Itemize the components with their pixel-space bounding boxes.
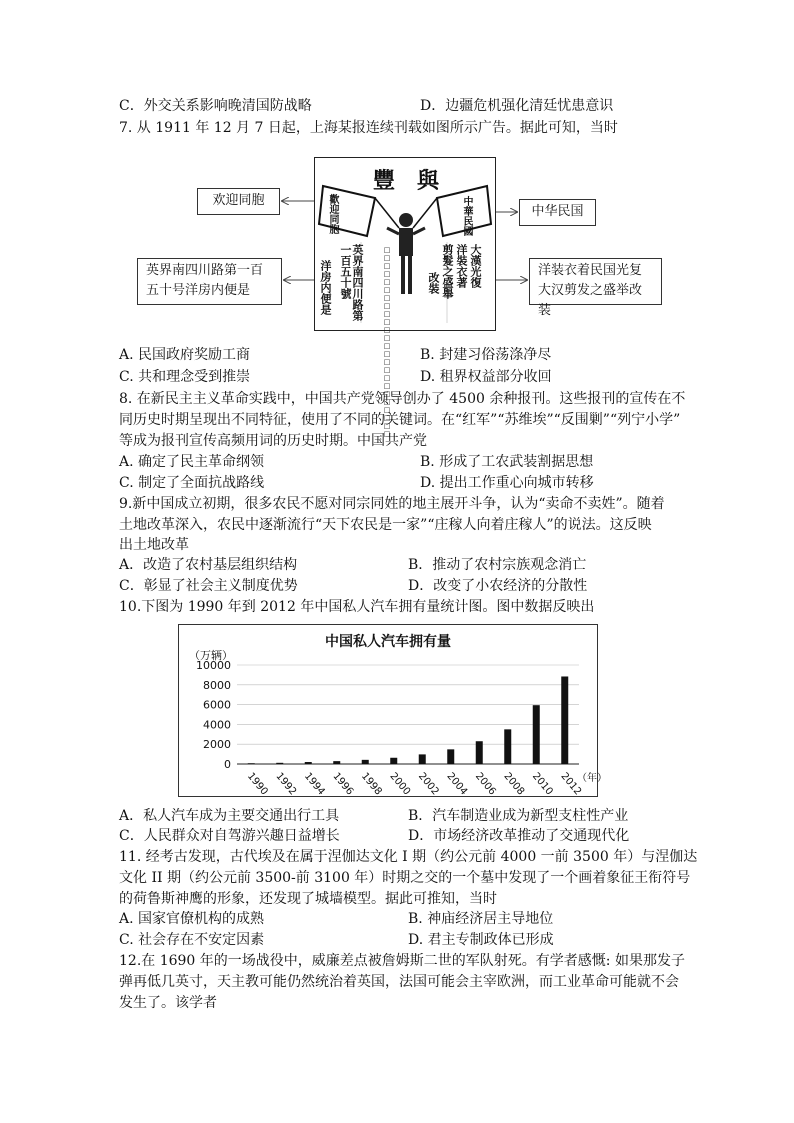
- callout-roc: 中华民国: [519, 199, 596, 226]
- chart-y-unit: （万辆）: [189, 649, 233, 662]
- car-ownership-chart: [178, 624, 607, 798]
- ad-text-guangfu: 大漢光復: [469, 244, 482, 288]
- x-axis-unit: （年）: [577, 773, 607, 784]
- x-tick-label: 1992: [273, 770, 299, 798]
- callout-dress: 洋装衣着民国光复大汉剪发之盛举改装: [529, 258, 662, 305]
- q10-option-b: B．汽车制造业成为新型支柱性产业: [408, 808, 629, 824]
- ad-title: 豐 與: [373, 168, 440, 194]
- q9-option-b: B．推动了农村宗族观念消亡: [408, 557, 587, 573]
- ad-text-jianfa: 剪髮之盛舉: [441, 244, 454, 299]
- q9-option-c: C．彰显了社会主义制度优势: [119, 578, 298, 594]
- q12-stem-2: 弹再低几英寸，天主教可能仍然统治着英国，法国可能会主宰欧洲，而工业革命可能就不会: [119, 974, 679, 990]
- q7-option-b: B. 封建习俗荡涤净尽: [420, 347, 552, 363]
- bar: [533, 705, 540, 764]
- bar: [248, 763, 255, 764]
- q8-option-d: D. 提出工作重心向城市转移: [420, 475, 594, 491]
- q10-option-a: A．私人汽车成为主要交通出行工具: [119, 808, 340, 824]
- bar: [362, 760, 369, 764]
- y-tick-label: 4000: [203, 718, 231, 732]
- y-tick-label: 2000: [203, 738, 231, 752]
- q10-stem: 10.下图为 1990 年到 2012 年中国私人汽车拥有量统计图。图中数据反映出: [119, 599, 595, 615]
- q8-option-c: C. 制定了全面抗战路线: [119, 475, 265, 491]
- x-tick-label: 2004: [444, 770, 470, 798]
- bar: [476, 741, 483, 764]
- q11-option-a: A. 国家官僚机构的成熟: [119, 911, 265, 927]
- q8-option-b: B. 形成了工农武装割据思想: [420, 454, 594, 470]
- q7-option-c: C. 共和理念受到推崇: [119, 369, 251, 385]
- bar: [390, 758, 397, 764]
- chart-plot: [179, 625, 607, 798]
- q10-option-c: C．人民群众对自驾游兴趣日益增长: [119, 828, 340, 844]
- q8-stem-3: 等成为报刊宣传高频用词的历史时期。中国共产党: [119, 433, 427, 449]
- q11-option-b: B. 神庙经济居主导地位: [408, 911, 554, 927]
- q7-option-d: D. 租界权益部分收回: [420, 369, 552, 385]
- x-tick-label: 1996: [330, 770, 356, 798]
- bar: [333, 761, 340, 764]
- q8-stem-1: 8. 在新民主主义革命实践中，中国共产党领导创办了 4500 余种报刊。这些报刊的宣传在不: [119, 391, 686, 407]
- bar: [561, 676, 568, 764]
- q11-stem-3: 的荷鲁斯神鹰的形象，还发现了城墙模型。据此可推知，当时: [119, 891, 497, 907]
- bar: [504, 729, 511, 764]
- q10-option-d: D．市场经济改革推动了交通现代化: [408, 828, 630, 844]
- flag-right-text: 中華民國: [461, 196, 472, 236]
- q12-stem-3: 发生了。该学者: [119, 995, 217, 1011]
- q11-option-c: C. 社会存在不安定因素: [119, 932, 265, 948]
- ad-fine-print-left: □□□□□□□□□□□□□□□□□□□□□□□□: [383, 246, 391, 438]
- ad-address-text: 英界南四川路第一百五十號: [339, 244, 364, 321]
- x-tick-label: 2010: [529, 770, 555, 798]
- q9-stem-2: 土地改革深入，农民中逐渐流行“天下农民是一家”“庄稼人向着庄稼人”的说法。这反映: [119, 517, 652, 533]
- x-tick-label: 2012: [558, 770, 584, 798]
- x-tick-label: 1994: [301, 770, 327, 798]
- y-tick-label: 6000: [203, 698, 231, 712]
- q6-option-d: D．边疆危机强化清廷忧患意识: [420, 98, 614, 114]
- bar: [447, 749, 454, 764]
- callout-welcome: 欢迎同胞: [197, 188, 280, 215]
- q8-stem-2: 同历史时期呈现出不同特征，使用了不同的关键词。在“红军”“苏维埃”“反围剿”“列宁小学”: [119, 412, 681, 428]
- y-tick-label: 0: [224, 758, 231, 771]
- x-tick-label: 2000: [387, 770, 413, 798]
- q9-option-d: D．改变了小农经济的分散性: [408, 578, 588, 594]
- bar: [276, 763, 283, 764]
- bar: [419, 754, 426, 764]
- ad-address-text-2: 洋房内便是: [319, 260, 332, 315]
- q11-option-d: D. 君主专制政体已形成: [408, 932, 554, 948]
- y-tick-label: 10000: [196, 659, 231, 672]
- x-tick-label: 2002: [415, 770, 441, 798]
- q11-stem-2: 文化 II 期（约公元前 3500-前 3100 年）时期之交的一个墓中发现了一个画着象征王衔符号: [119, 870, 691, 886]
- y-tick-label: 8000: [203, 678, 231, 692]
- x-tick-label: 1990: [244, 770, 270, 798]
- q7-stem: 7. 从 1911 年 12 月 7 日起，上海某报连续刊载如图所示广告。据此可知，当时: [119, 120, 618, 136]
- q6-option-c: C．外交关系影响晚清国防战略: [119, 98, 312, 114]
- chart-title: 中国私人汽车拥有量: [325, 634, 451, 650]
- q9-option-a: A．改造了农村基层组织结构: [119, 557, 298, 573]
- x-tick-label: 1998: [358, 770, 384, 798]
- q9-stem-1: 9.新中国成立初期，很多农民不愿对同宗同姓的地主展开斗争，认为“卖命不卖姓”。随着: [119, 496, 665, 512]
- ad-text-yangzhuang: 洋裝衣著: [455, 244, 468, 288]
- q7-option-a: A. 民国政府奖励工商: [119, 347, 251, 363]
- q8-option-a: A. 确定了民主革命纲领: [119, 454, 265, 470]
- ad-text-gaizhuang: 改裝: [427, 272, 440, 294]
- x-tick-label: 2006: [472, 770, 498, 798]
- q12-stem-1: 12.在 1690 年的一场战役中，威廉差点被詹姆斯二世的军队射死。有学者感慨: 如果那发子: [119, 953, 685, 969]
- q9-stem-3: 出土地改革: [119, 537, 189, 553]
- q11-stem-1: 11. 经考古发现，古代埃及在属于涅伽达文化 I 期（约公元前 4000 一前 3500 年）与涅伽达: [119, 849, 698, 865]
- callout-address: 英界南四川路第一百五十号洋房内便是: [137, 258, 282, 305]
- flag-left-text: 歡迎同胞: [327, 194, 338, 234]
- x-tick-label: 2008: [501, 770, 527, 798]
- bar: [305, 762, 312, 764]
